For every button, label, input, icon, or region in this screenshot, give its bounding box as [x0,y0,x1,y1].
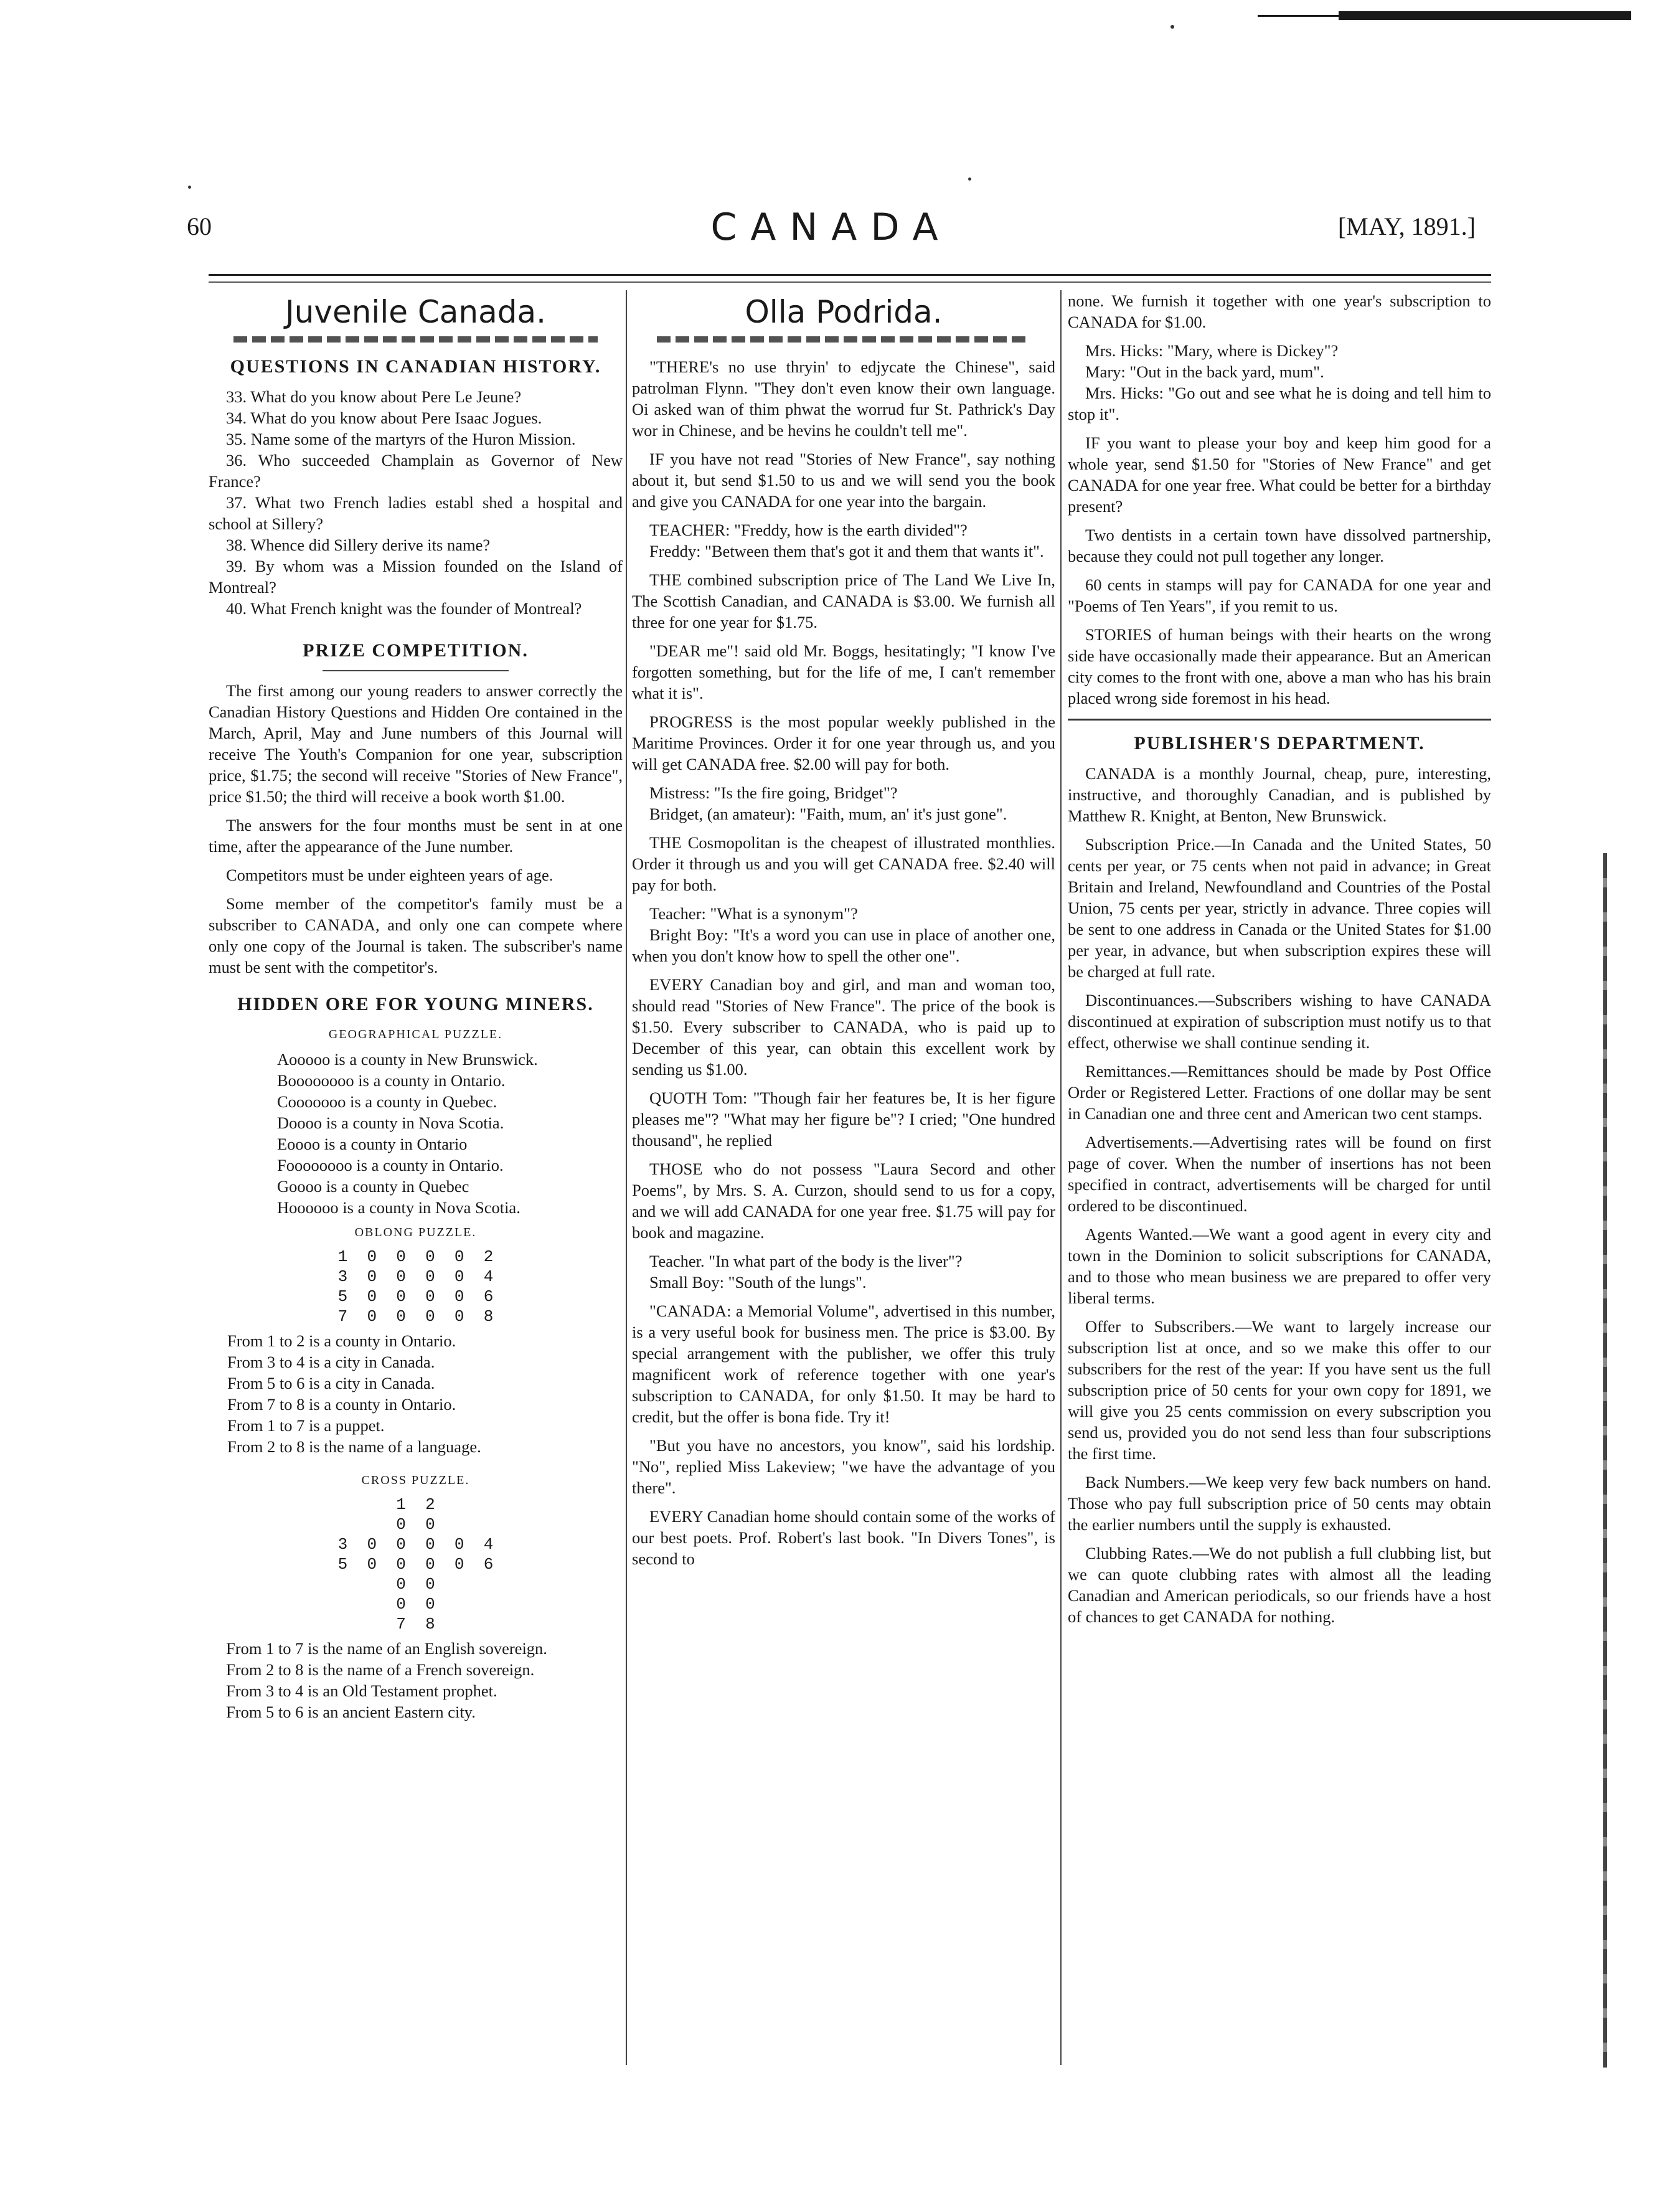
puzzle-clue: Hoooooo is a county in Nova Scotia. [277,1198,520,1217]
puzzle-clue: Goooo is a county in Quebec [277,1177,469,1196]
paragraph: EVERY Canadian boy and girl, and man and woman too, should read "Stories of New France". The price of the book is $1.50. Every subscriber to CANADA, who is paid up to December of this year, can obtain this excellent work by sending us $1.00. [632,975,1055,1079]
ornament [233,336,598,343]
paragraph: "But you have no ancestors, you know", said his lordship. "No", replied Miss Lakeview; "we have the advantage of you there". [632,1436,1055,1497]
column-publishers [1068,290,1491,1635]
masthead-title: CANADA [710,206,952,249]
paragraph: Some member of the competitor's family must be a subscriber to CANADA, and only one can compete where only one copy of the Journal is taken. The subscriber's name must be sent with the competitor's. [209,894,623,976]
page-number: 60 [187,212,212,240]
paragraph: Two dentists in a certain town have dissolved partnership, because they could not pull together any longer. [1068,526,1491,565]
paragraph: Mrs. Hicks: "Go out and see what he is doing and tell him to stop it". [1068,384,1491,423]
paragraph: Clubbing Rates.—We do not publish a full clubbing list, but we can quote clubbing rates with almost all the leading Canadian and American periodicals, so our friends have a host of chances to get CANADA for nothing. [1068,1544,1491,1626]
header-rule [209,274,1491,276]
grid-row: 1 2 [337,1495,494,1514]
puzzle-heading: GEOGRAPHICAL PUZZLE. [328,1028,503,1041]
question: 35. Name some of the martyrs of the Huron Mission. [226,430,576,448]
scan-mark [1258,15,1345,17]
grid-row: 0 0 [337,1515,494,1534]
paragraph: Advertisements.—Advertising rates will be found on first page of cover. When the number of insertions has not been specified in contract, advertisements will be charged for until ordered to be discontinued. [1068,1133,1491,1215]
puzzle-clue: From 1 to 7 is the name of an English sovereign. [226,1639,547,1658]
paragraph: IF you want to please your boy and keep him good for a whole year, send $1.50 for "Stories of New France" and get CANADA for one year free. What could be better for a birthday present? [1068,433,1491,516]
cross-grid [209,1495,623,1634]
question: 37. What two French ladies establ shed a hospital and school at Sillery? [209,493,623,533]
paragraph: The answers for the four months must be sent in at one time, after the appearance of the June number. [209,816,623,856]
section-divider [1068,719,1491,721]
paragraph: Discontinuances.—Subscribers wishing to have CANADA discontinued at expiration of subscription must notify us to that effect, otherwise we shall continue sending it. [1068,991,1491,1052]
paragraph: Freddy: "Between them that's got it and them that wants it". [649,542,1044,560]
issue-date: [MAY, 1891.] [1337,212,1476,240]
paragraph: THE Cosmopolitan is the cheapest of illustrated monthlies. Order it through us and you will get CANADA free. $2.40 will pay for both. [632,833,1055,894]
paragraph: EVERY Canadian home should contain some of the works of our best poets. Prof. Robert's last book. "In Divers Tones", is second to [632,1507,1055,1568]
column-title: Olla Podrida. [745,294,943,330]
paragraph: IF you have not read "Stories of New France", say nothing about it, but send $1.50 to us and we will send you the book and give you CANADA for one year into the bargain. [632,450,1055,511]
grid-row: 7 8 [337,1615,494,1633]
paragraph: Remittances.—Remittances should be made by Post Office Order or Registered Letter. Fractions of one dollar may be sent in Canadian one and three cent and American two cent stamps. [1068,1062,1491,1123]
section-heading: QUESTIONS IN CANADIAN HISTORY. [230,356,601,377]
grid-row: 5 0 0 0 0 6 [337,1287,494,1306]
puzzle-clue: Aooooo is a county in New Brunswick. [277,1050,538,1069]
puzzle-clue: From 2 to 8 is the name of a French sovereign. [226,1660,535,1679]
puzzle-clue: From 5 to 6 is an ancient Eastern city. [226,1703,476,1721]
puzzle-heading: OBLONG PUZZLE. [354,1226,477,1239]
paragraph: PROGRESS is the most popular weekly published in the Maritime Provinces. Order it for one year through us, and you will get CANADA free. $2.00 will pay for both. [632,712,1055,773]
paragraph: CANADA is a monthly Journal, cheap, pure, interesting, instructive, and thoroughly Canadian, and is published by Matthew R. Knight, at Benton, New Brunswick. [1068,764,1491,825]
puzzle-clue: Cooooooo is a county in Quebec. [277,1092,497,1111]
paragraph: STORIES of human beings with their hearts on the wrong side have occasionally made their appearance. But an American city comes to the front with one, above a man who has his brain placed wrong side foremost in his head. [1068,625,1491,707]
paragraph: Subscription Price.—In Canada and the United States, 50 cents per year, or 75 cents when not paid in advance; in Great Britain and Ireland, Newfoundland and Countries of the Postal Union, 75 cents per year, strictly in advance. Three copies will be sent to one address in Canada or the United States for $1.00 per year, in advance, but when subscription expires these will be charged at full rate. [1068,835,1491,981]
column-juvenile-canada [209,290,623,1723]
puzzle-clue: From 3 to 4 is a city in Canada. [227,1353,435,1371]
paragraph: Back Numbers.—We keep very few back numbers on hand. Those who pay full subscription price of 50 cents may obtain the earlier numbers until the supply is exhausted. [1068,1473,1491,1534]
paragraph: Small Boy: "South of the lungs". [649,1273,867,1292]
paragraph: Bridget, (an amateur): "Faith, mum, an' it's just gone". [649,805,1007,823]
paragraph: TEACHER: "Freddy, how is the earth divided"? [649,521,968,539]
paragraph: Teacher: "What is a synonym"? [649,904,858,923]
section-heading: HIDDEN ORE FOR YOUNG MINERS. [237,994,594,1014]
column-olla-podrida [632,290,1055,1577]
paragraph: QUOTH Tom: "Though fair her features be, It is her figure pleases me"? "What may her figure be"? I cried; "One hundred thousand", he replied [632,1089,1055,1150]
page-header [187,206,1476,255]
paragraph: Competitors must be under eighteen years of age. [226,866,553,884]
puzzle-clue: From 1 to 7 is a puppet. [227,1416,385,1435]
scan-edge [1603,853,1607,2068]
puzzle-clue: Eoooo is a county in Ontario [277,1135,468,1153]
paragraph: Bright Boy: "It's a word you can use in place of another one, when you don't know how to spell the other one". [632,925,1055,965]
grid-row: 0 0 [337,1595,494,1614]
paragraph: "DEAR me"! said old Mr. Boggs, hesitatingly; "I know I've forgotten something, but for the life of me, I can't remember what it is". [632,641,1055,702]
grid-row: 3 0 0 0 0 4 [337,1535,494,1554]
puzzle-clue: Doooo is a county in Nova Scotia. [277,1113,504,1132]
question: 39. By whom was a Mission founded on the Island of Montreal? [209,557,623,597]
paragraph: Offer to Subscribers.—We want to largely increase our subscription list at once, and so we make this offer to our subscribers for the rest of the year: If you have sent us the full subscription price of 50 cents for your own copy for 1891, we will give you 25 cents commission on every subscription you send us, provided you do not send less than four subscriptions the first time. [1068,1317,1491,1463]
puzzle-clue: From 1 to 2 is a county in Ontario. [227,1331,456,1350]
puzzle-clue: Boooooooo is a county in Ontario. [277,1071,506,1090]
paragraph: THOSE who do not possess "Laura Secord and other Poems", by Mrs. S. A. Curzon, should send to us for a copy, and we will add CANADA for one year free. $1.75 will pay for book and magazine. [632,1160,1055,1242]
puzzle-clue: From 5 to 6 is a city in Canada. [227,1374,435,1392]
section-heading: PUBLISHER'S DEPARTMENT. [1134,733,1425,754]
section-heading: PRIZE COMPETITION. [303,640,529,661]
paragraph: Mary: "Out in the back yard, mum". [1085,362,1324,381]
paragraph: Teacher. "In what part of the body is the liver"? [649,1252,963,1270]
grid-row: 7 0 0 0 0 8 [337,1307,494,1326]
scan-speck [968,177,971,181]
header-rule [209,281,1491,283]
grid-row: 0 0 [337,1575,494,1594]
questions-list [209,386,623,619]
question: 33. What do you know about Pere Le Jeune? [226,387,522,406]
question: 34. What do you know about Pere Isaac Jogues. [226,409,542,427]
column-title: Juvenile Canada. [285,294,547,330]
paragraph: Mrs. Hicks: "Mary, where is Dickey"? [1085,341,1339,360]
column-divider [1060,290,1062,2065]
grid-row: 5 0 0 0 0 6 [337,1555,494,1574]
puzzle-clue: From 3 to 4 is an Old Testament prophet. [226,1681,497,1700]
ornament [657,336,1030,343]
paragraph: "CANADA: a Memorial Volume", advertised in this number, is a very useful book for business men. The price is $3.00. By special arrangement with the publisher, we offer this truly magnificent work of reference together with one year's subscription to CANADA, for only $1.50. It may be hard to credit, but the offer is bona fide. Try it! [632,1302,1055,1426]
scan-mark [1339,11,1631,20]
question: 38. Whence did Sillery derive its name? [226,536,491,554]
grid-row: 3 0 0 0 0 4 [337,1267,494,1286]
oblong-grid [209,1247,623,1326]
scan-speck [1170,25,1174,29]
paragraph: Agents Wanted.—We want a good agent in every city and town in the Dominion to solicit subscriptions for CANADA, and to those who mean business we are prepared to offer very liberal terms. [1068,1225,1491,1307]
column-divider [626,290,627,2065]
question: 36. Who succeeded Champlain as Governor of New France? [209,451,623,491]
paragraph: none. We furnish it together with one year's subscription to CANADA for $1.00. [1068,291,1491,331]
question: 40. What French knight was the founder of Montreal? [226,599,582,618]
puzzle-clue: From 2 to 8 is the name of a language. [227,1437,481,1456]
puzzle-clue: Foooooooo is a county in Ontario. [277,1156,504,1175]
grid-row: 1 0 0 0 0 2 [337,1247,494,1266]
puzzle-heading: CROSS PUZZLE. [361,1473,470,1487]
puzzle-clue: From 7 to 8 is a county in Ontario. [227,1395,456,1414]
paragraph: Mistress: "Is the fire going, Bridget"? [649,783,898,802]
paragraph: "THERE's no use thryin' to edjycate the Chinese", said patrolman Flynn. "They don't even know their own language. Oi asked wan of thim phwat the worrud fur St. Pathrick's Day wor in Chinese, and be hevins he couldn't tell me". [632,357,1055,440]
scan-speck [188,186,191,189]
divider [323,670,509,671]
paragraph: 60 cents in stamps will pay for CANADA for one year and "Poems of Ten Years", if you remit to us. [1068,575,1491,615]
paragraph: THE combined subscription price of The Land We Live In, The Scottish Canadian, and CANADA is $3.00. We furnish all three for one year for $1.75. [632,570,1055,631]
paragraph: The first among our young readers to answer correctly the Canadian History Questions and Hidden Ore contained in the March, April, May and June numbers of this Journal will receive The Youth's Companion for one year, subscription price, $1.75; the second will receive "Stories of New France", price $1.50; the third will receive a book worth $1.00. [209,681,623,806]
